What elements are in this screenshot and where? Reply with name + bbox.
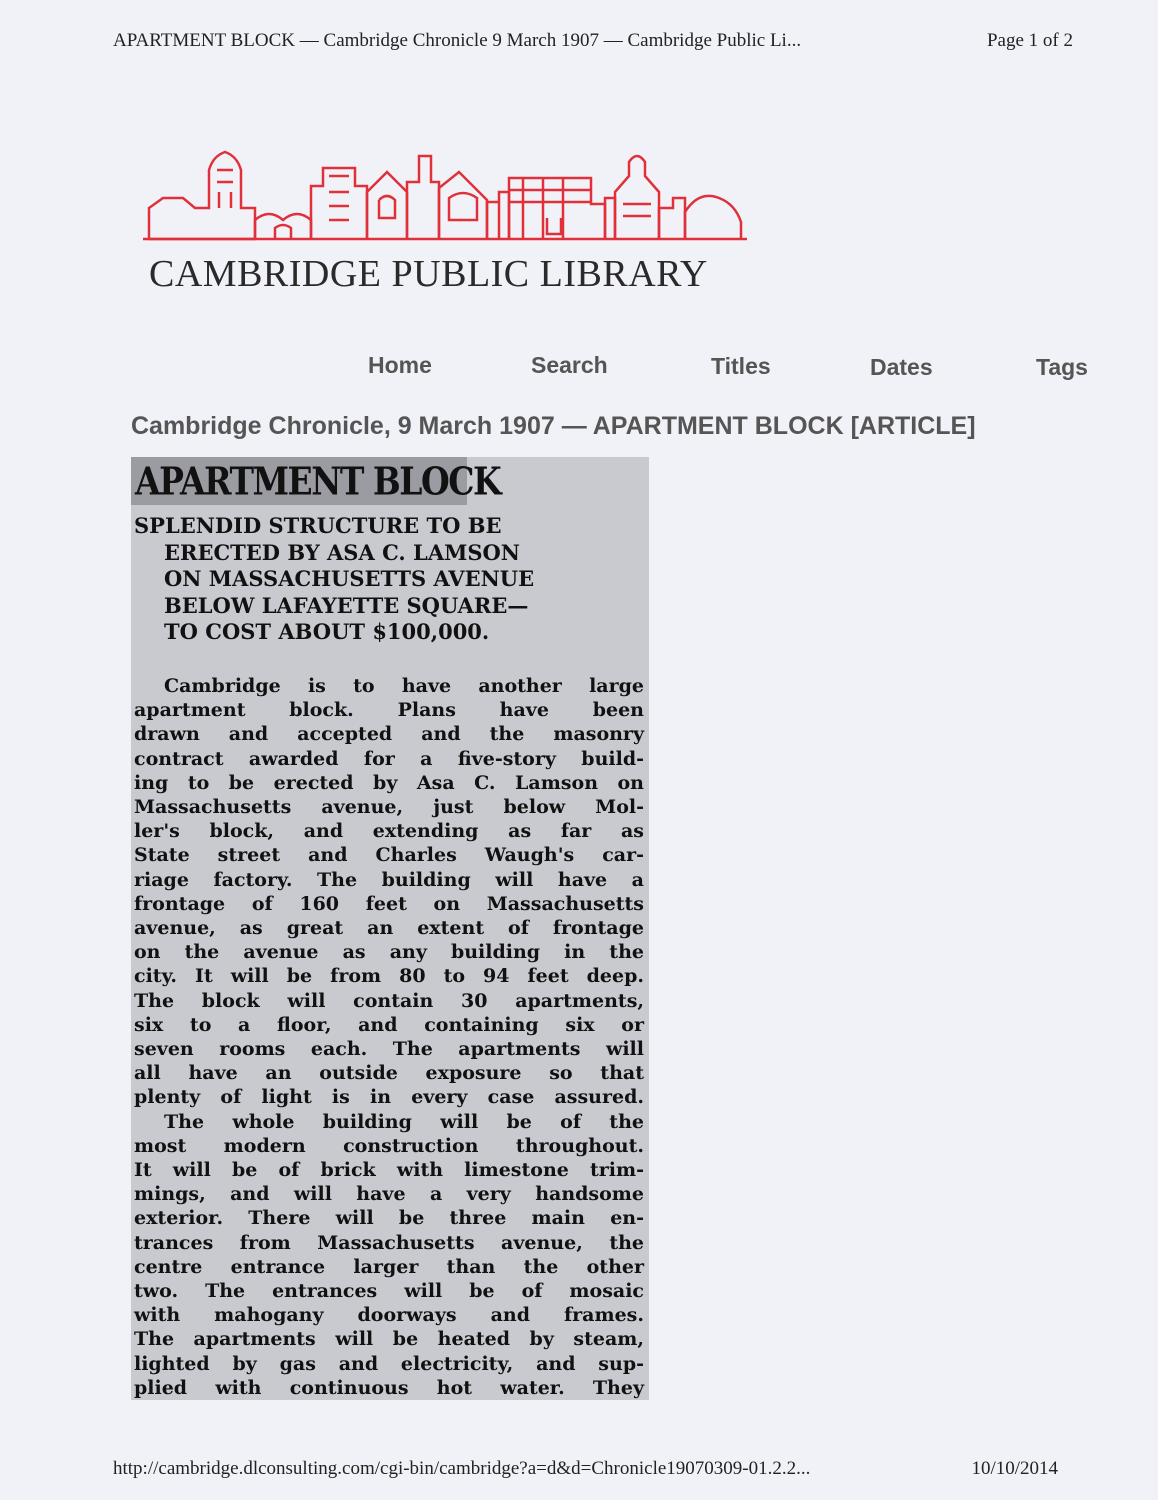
headline-bar — [131, 457, 501, 505]
nav-dates-link[interactable]: Dates — [870, 354, 933, 380]
body-line: city. It will be from 80 to 94 feet deep. — [134, 965, 644, 988]
body-line: The apartments will be heated by steam, — [134, 1328, 644, 1351]
page-number: Page 1 of 2 — [986, 30, 1073, 51]
subhead-line: ERECTED BY ASA C. LAMSON — [164, 539, 521, 565]
body-line: State street and Charles Waugh's car- — [134, 844, 644, 867]
body-line: mings, and will have a very handsome — [134, 1183, 644, 1206]
subhead-line: BELOW LAFAYETTE SQUARE— — [164, 592, 529, 618]
page-url: http://cambridge.dlconsulting.com/cgi-bin/cambridge?a=d&d=Chronicle19070309-01.2.2... — [113, 1458, 811, 1479]
body-line: frontage of 160 feet on Massachusetts — [134, 892, 644, 915]
subhead-line: ON MASSACHUSETTS AVENUE — [164, 566, 535, 591]
article-heading: Cambridge Chronicle, 9 March 1907 — APARTMENT BLOCK [ARTICLE] — [131, 412, 976, 440]
nav-home-link[interactable]: Home — [368, 352, 432, 378]
body-line: centre entrance larger than the other — [134, 1255, 644, 1278]
newspaper-clipping — [131, 457, 649, 1400]
body-line: two. The entrances will be of mosaic — [134, 1280, 644, 1303]
body-line: exterior. There will be three main en- — [134, 1207, 644, 1230]
body-line: ler's block, and extending as far as — [134, 820, 644, 843]
subhead-line: SPLENDID STRUCTURE TO BE — [134, 513, 502, 538]
print-header — [113, 30, 1073, 54]
article-subhead — [134, 513, 646, 646]
nav-titles-link[interactable]: Titles — [711, 353, 771, 379]
main-navigation — [0, 350, 1158, 384]
body-line: apartment block. Plans have been — [134, 699, 644, 722]
body-line: The whole building will be of the — [164, 1110, 644, 1133]
print-footer — [113, 1458, 1058, 1482]
library-logo[interactable] — [143, 142, 747, 295]
body-line: with mahogany doorways and frames. — [134, 1304, 644, 1327]
body-line: It will be of brick with limestone trim- — [134, 1159, 644, 1182]
print-header-title: APARTMENT BLOCK — Cambridge Chronicle 9 March 1907 — Cambridge Public Li... — [113, 30, 802, 51]
nav-search-link[interactable]: Search — [531, 352, 608, 378]
article-headline: APARTMENT BLOCK — [135, 459, 501, 504]
body-line: on the avenue as any building in the — [134, 941, 644, 964]
body-line: ing to be erected by Asa C. Lamson on — [134, 771, 644, 794]
body-line: avenue, as great an extent of frontage — [134, 917, 644, 940]
body-line: all have an outside exposure so that — [134, 1062, 644, 1085]
body-line: seven rooms each. The apartments will — [134, 1038, 644, 1061]
body-line: trances from Massachusetts avenue, the — [134, 1231, 644, 1254]
body-line: The block will contain 30 apartments, — [134, 989, 644, 1012]
body-line: six to a floor, and containing six or — [134, 1013, 644, 1036]
body-line: plied with continuous hot water. They — [134, 1376, 644, 1399]
article-body — [134, 674, 644, 1400]
body-line: contract awarded for a five-story build- — [134, 747, 644, 770]
nav-tags-link[interactable]: Tags — [1036, 354, 1088, 380]
body-line: riage factory. The building will have a — [134, 868, 644, 891]
subhead-line: TO COST ABOUT $100,000. — [164, 619, 490, 644]
print-date: 10/10/2014 — [971, 1458, 1058, 1479]
body-line: lighted by gas and electricity, and sup- — [134, 1352, 644, 1375]
body-line: drawn and accepted and the masonry — [134, 723, 644, 746]
library-skyline-icon — [143, 142, 747, 242]
body-line: Cambridge is to have another large — [164, 675, 644, 697]
body-line: most modern construction throughout. — [134, 1134, 644, 1157]
body-line: Massachusetts avenue, just below Mol- — [134, 796, 644, 819]
logo-text: CAMBRIDGE PUBLIC LIBRARY — [149, 253, 708, 295]
body-line: plenty of light is in every case assured. — [134, 1086, 644, 1109]
